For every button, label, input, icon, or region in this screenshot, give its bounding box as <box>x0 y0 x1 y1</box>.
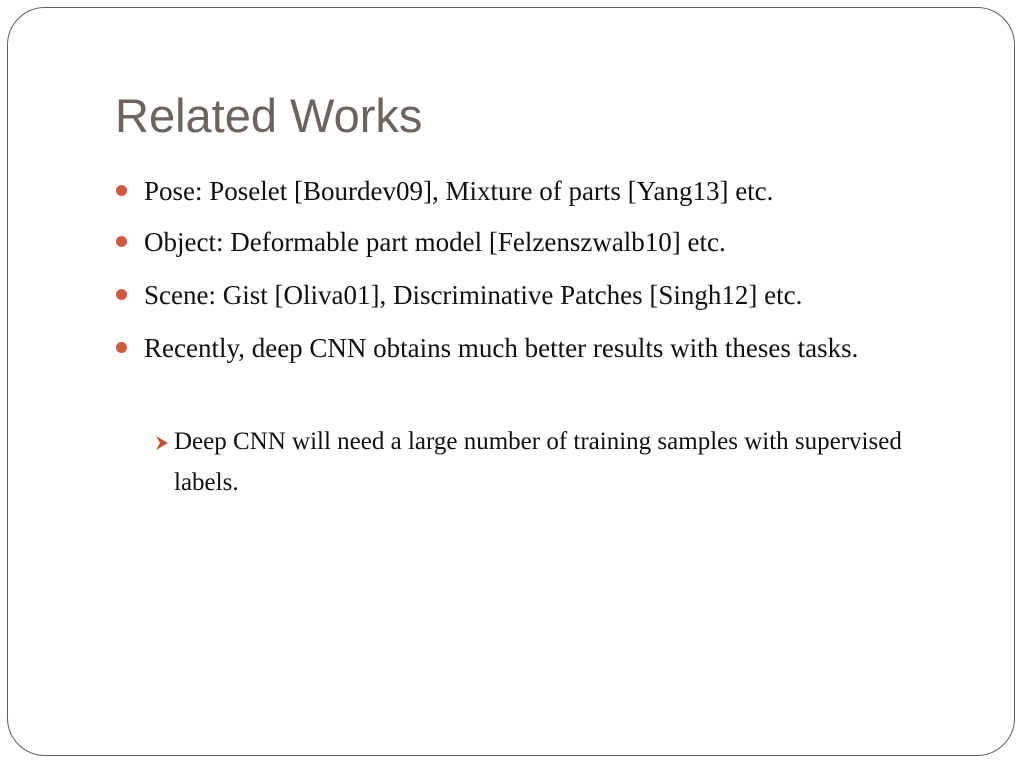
bullet-dot-icon <box>116 185 127 196</box>
bullet-dot-icon <box>116 236 127 247</box>
bullet-dot-icon <box>116 289 127 300</box>
sub-bullet-text: Deep CNN will need a large number of training samples with supervised labels. <box>174 428 902 496</box>
arrow-right-icon <box>153 435 169 451</box>
slide-title: Related Works <box>115 89 423 142</box>
bullet-text: Pose: Poselet [Bourdev09], Mixture of parts [Yang13] etc. <box>144 176 774 206</box>
bullet-text: Object: Deformable part model [Felzenszwalb10] etc. <box>144 227 726 257</box>
bullet-dot-icon <box>116 342 127 353</box>
bullet-text: Scene: Gist [Oliva01], Discriminative Patches [Singh12] etc. <box>144 280 803 310</box>
bullet-text: Recently, deep CNN obtains much better results with theses tasks. <box>144 333 859 363</box>
